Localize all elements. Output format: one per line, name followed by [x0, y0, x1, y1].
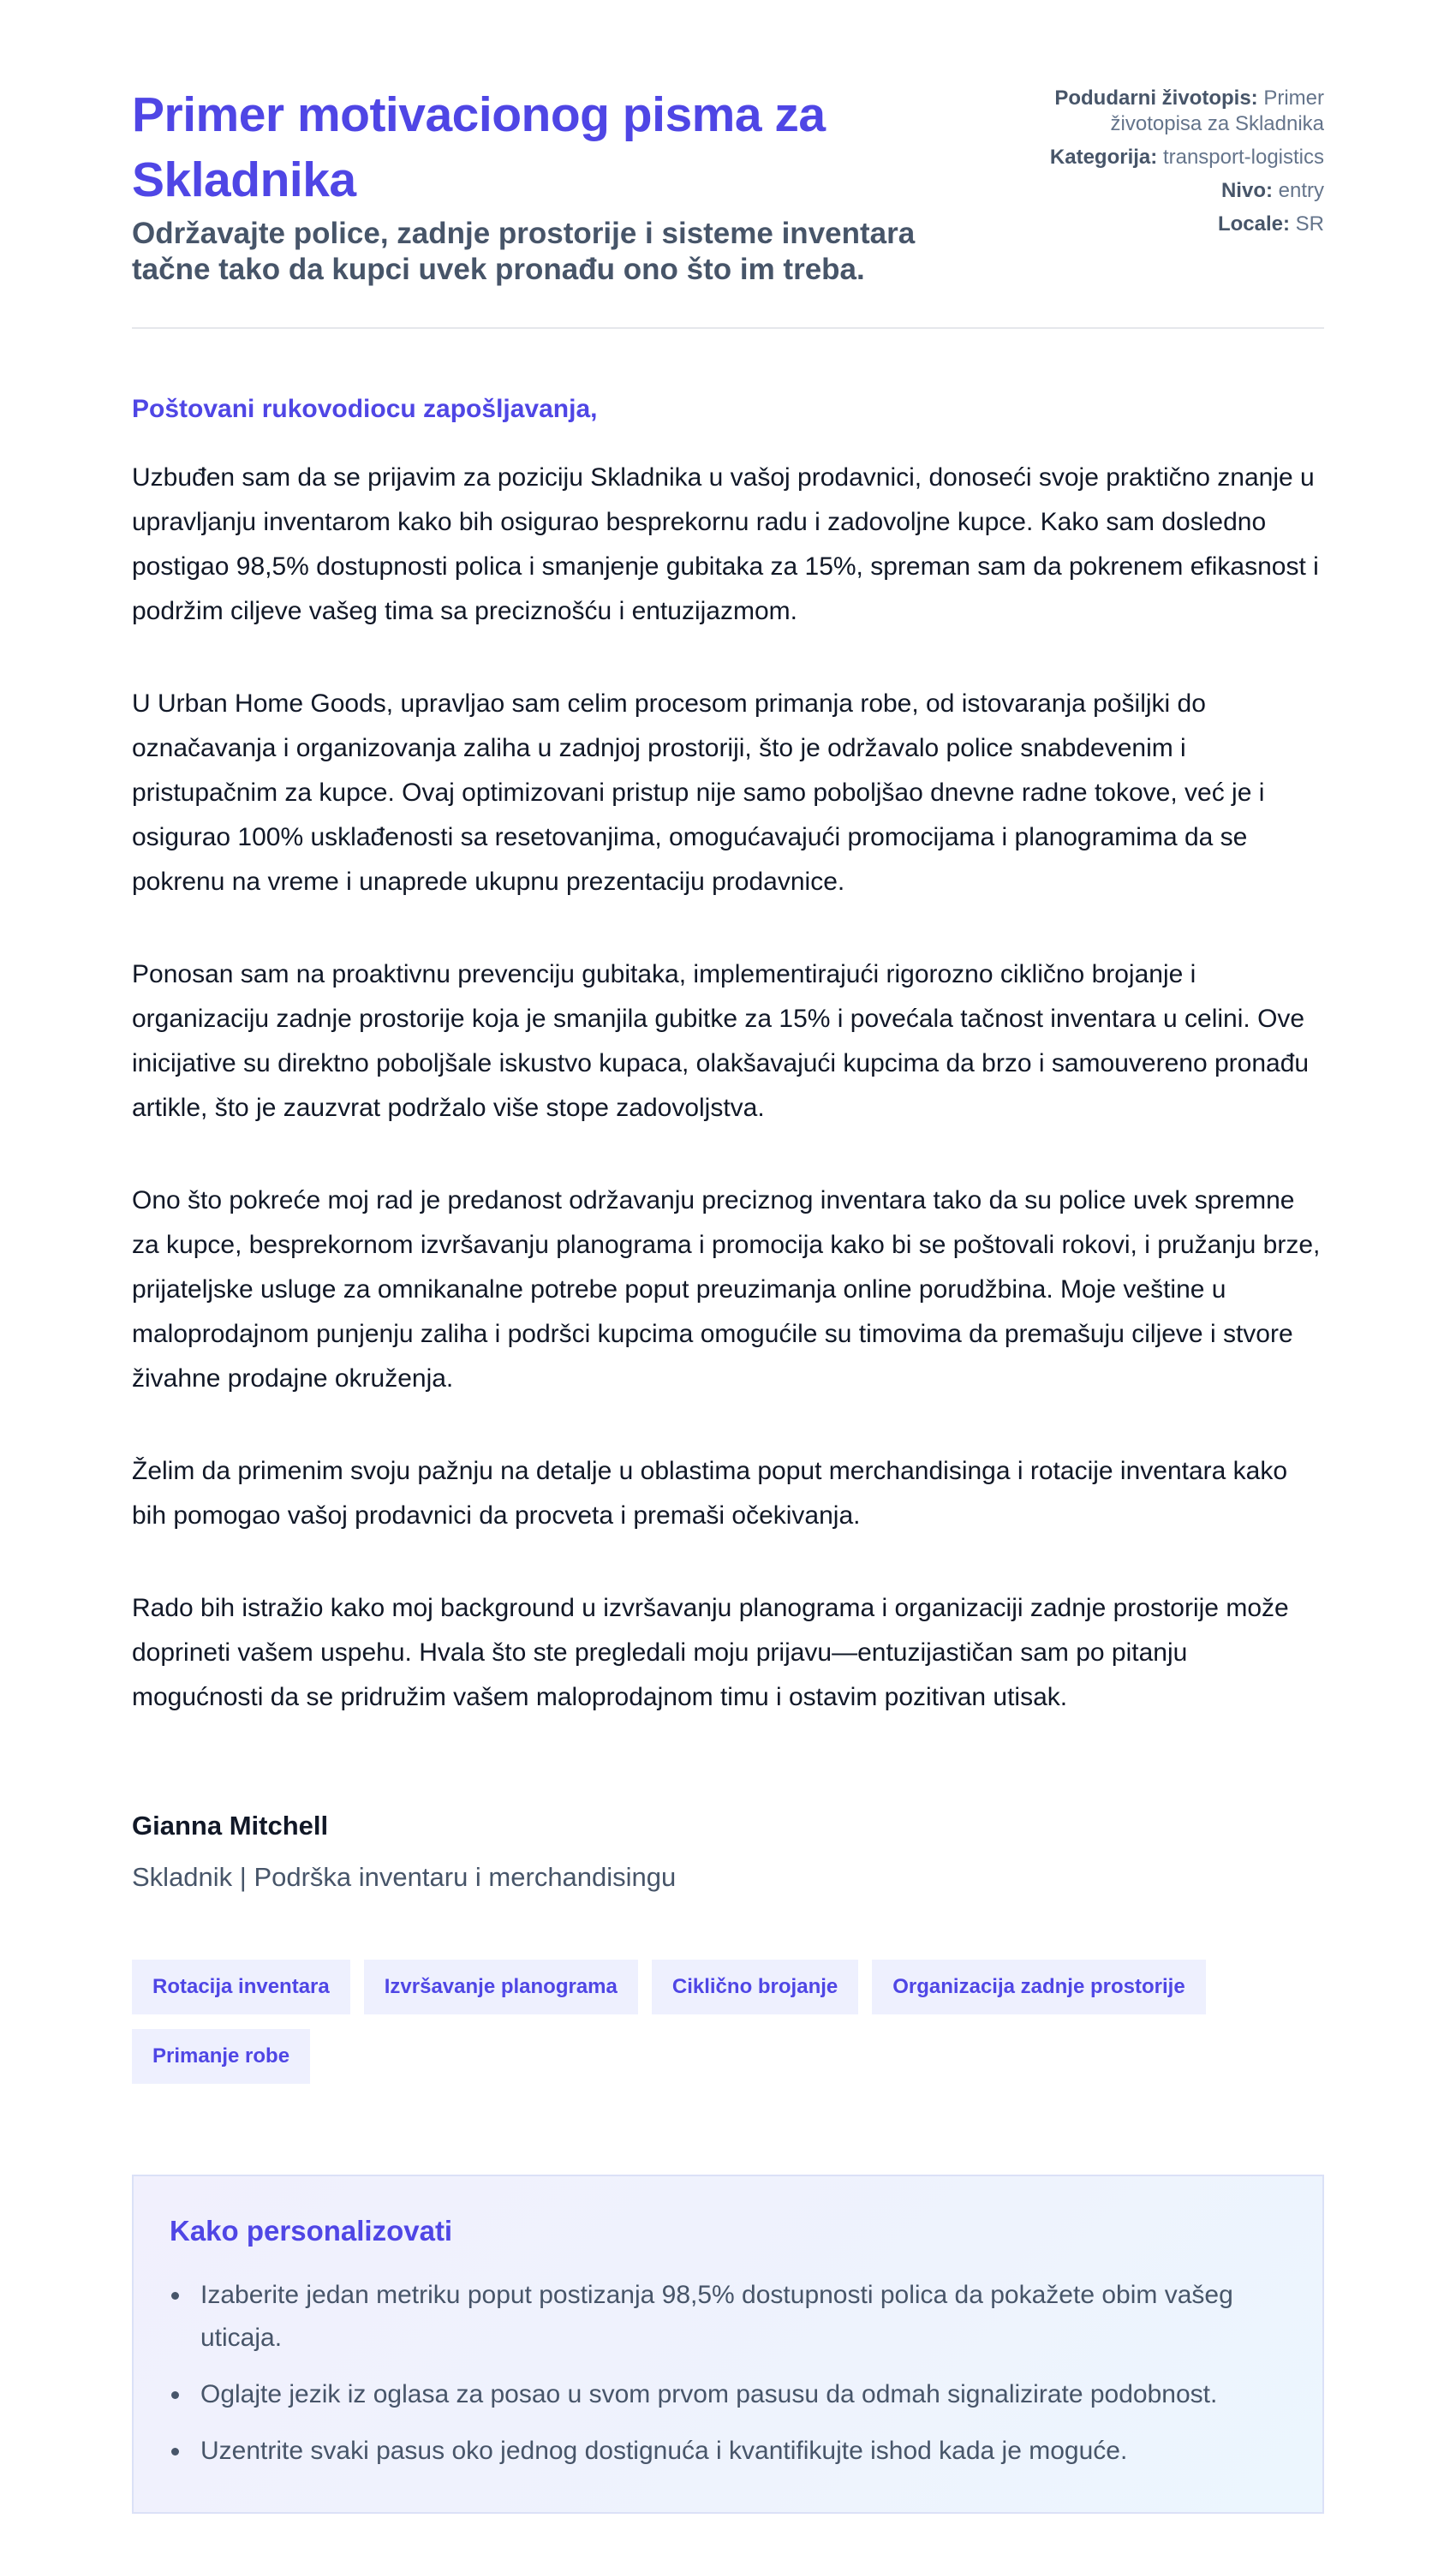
skill-tag: Ciklično brojanje	[652, 1960, 858, 2014]
signature-role: Skladnik | Podrška inventaru i merchandisingu	[132, 1862, 677, 1892]
signature-name: Gianna Mitchell	[132, 1811, 329, 1841]
letter-paragraph: Ponosan sam na proaktivnu prevenciju gubitaka, implementirajući rigorozno ciklično brojanje i organizaciju zadnje prostorije koja je smanjila gubitke za 15% i povećala tačnost inventara u celini. Ove inicijative su direktno poboljšale iskustvo kupaca, olakšavajući kupcima da brzo i samouvereno pronađu artikle, što je zauzvrat podržalo više stope zadovoljstva.	[132, 960, 1310, 1122]
tips-list-item: Oglajte jezik iz oglasa za posao u svom prvom pasusu da odmah signalizirate podobnost.	[170, 2373, 1288, 2416]
letter-paragraph: Uzbuđen sam da se prijavim za poziciju Skladnika u vašoj prodavnici, donoseći svoje praktično znanje u upravljanju inventarom kako bih osigurao besprekornu radu i zadovoljne kupce. Kako sam dosledno postigao 98,5% dostupnosti polica i smanjenje gubitaka za 15%, spreman sam da pokrenem efikasnost i podržim ciljeve vašeg tima sa preciznošću i entuzijazmom.	[132, 463, 1319, 625]
meta-value: Primer životopisa za Skladnika	[1110, 87, 1324, 135]
header-divider	[132, 327, 1324, 329]
salutation: Poštovani rukovodiocu zapošljavanja,	[132, 395, 598, 423]
meta-panel	[1016, 86, 1324, 245]
meta-value: entry	[1278, 179, 1324, 202]
letter-paragraph: U Urban Home Goods, upravljao sam celim procesom primanja robe, od istovaranja pošiljki do označavanja i organizovanja zaliha u zadnjoj prostoriji, što je održavalo police snabdevenim i pristupačnim za kupce. Ovaj optimizovani pristup nije samo poboljšao dnevne radne tokove, već je i osigurao 100% usklađenosti sa resetovanjima, omogućavajući promocijama i planogramima da se pokrenu na vreme i unaprede ukupnu prezentaciju prodavnice.	[132, 689, 1265, 896]
meta-matching-resume	[1016, 86, 1324, 137]
tips-list-item: Izaberite jedan metriku poput postizanja 98,5% dostupnosti polica da pokažete obim vašeg uticaja.	[170, 2274, 1288, 2360]
meta-value: SR	[1295, 212, 1324, 236]
skill-tag: Organizacija zadnje prostorije	[872, 1960, 1205, 2014]
meta-locale	[1016, 212, 1324, 237]
meta-value: transport-logistics	[1162, 146, 1324, 169]
signature-block	[132, 1809, 1324, 1895]
tips-list-item: Uzentrite svaki pasus oko jednog dostignuća i kvantifikujte ishod kada je moguće.	[170, 2430, 1288, 2473]
page-title: Primer motivacionog pisma za Skladnika	[132, 87, 826, 207]
letter-paragraph: Želim da primenim svoju pažnju na detalje u oblastima poput merchandisinga i rotacije inventara kako bih pomogao vašoj prodavnici da procveta i premaši očekivanja.	[132, 1457, 1288, 1530]
skill-tags	[132, 1960, 1324, 2084]
letter-body	[132, 392, 1324, 1720]
skill-tag: Rotacija inventara	[132, 1960, 350, 2014]
meta-category	[1016, 145, 1324, 170]
skill-tag: Izvršavanje planograma	[364, 1960, 638, 2014]
page-header	[132, 0, 1324, 288]
letter-paragraph: Rado bih istražio kako moj background u izvršavanju planograma i organizaciji zadnje prostorije može doprineti vašem uspehu. Hvala što ste pregledali moju prijavu—entuzijastičan sam po pitanju mogućnosti da se pridružim vašem maloprodajnom timu i ostavim pozitivan utisak.	[132, 1594, 1289, 1711]
header-title-block	[132, 82, 988, 288]
letter-paragraph: Ono što pokreće moj rad je predanost održavanju preciznog inventara tako da su police uvek spremne za kupce, besprekornom izvršavanju planograma i promocija kako bi se poštovali rokovi, i pružanju brze, prijateljske usluge za omnikanalne potrebe poput preuzimanja online porudžbina. Moje veštine u maloprodajnom punjenju zaliha i podršci kupcima omogućile su timovima da premašuju ciljeve i stvore živahne prodajne okruženja.	[132, 1186, 1321, 1393]
meta-key: Nivo:	[1220, 179, 1273, 202]
meta-key: Podudarni životopis:	[1054, 87, 1258, 110]
meta-level	[1016, 178, 1324, 204]
skill-tag: Primanje robe	[132, 2029, 310, 2084]
meta-key: Locale:	[1217, 212, 1290, 236]
tips-title: Kako personalizovati	[170, 2215, 453, 2247]
page-subtitle: Održavajte police, zadnje prostorije i sisteme inventara tačne tako da kupci uvek pronađu ono što im treba.	[132, 217, 916, 286]
tips-list	[170, 2274, 1288, 2473]
personalize-tips-box	[132, 2175, 1324, 2514]
meta-key: Kategorija:	[1049, 146, 1158, 169]
